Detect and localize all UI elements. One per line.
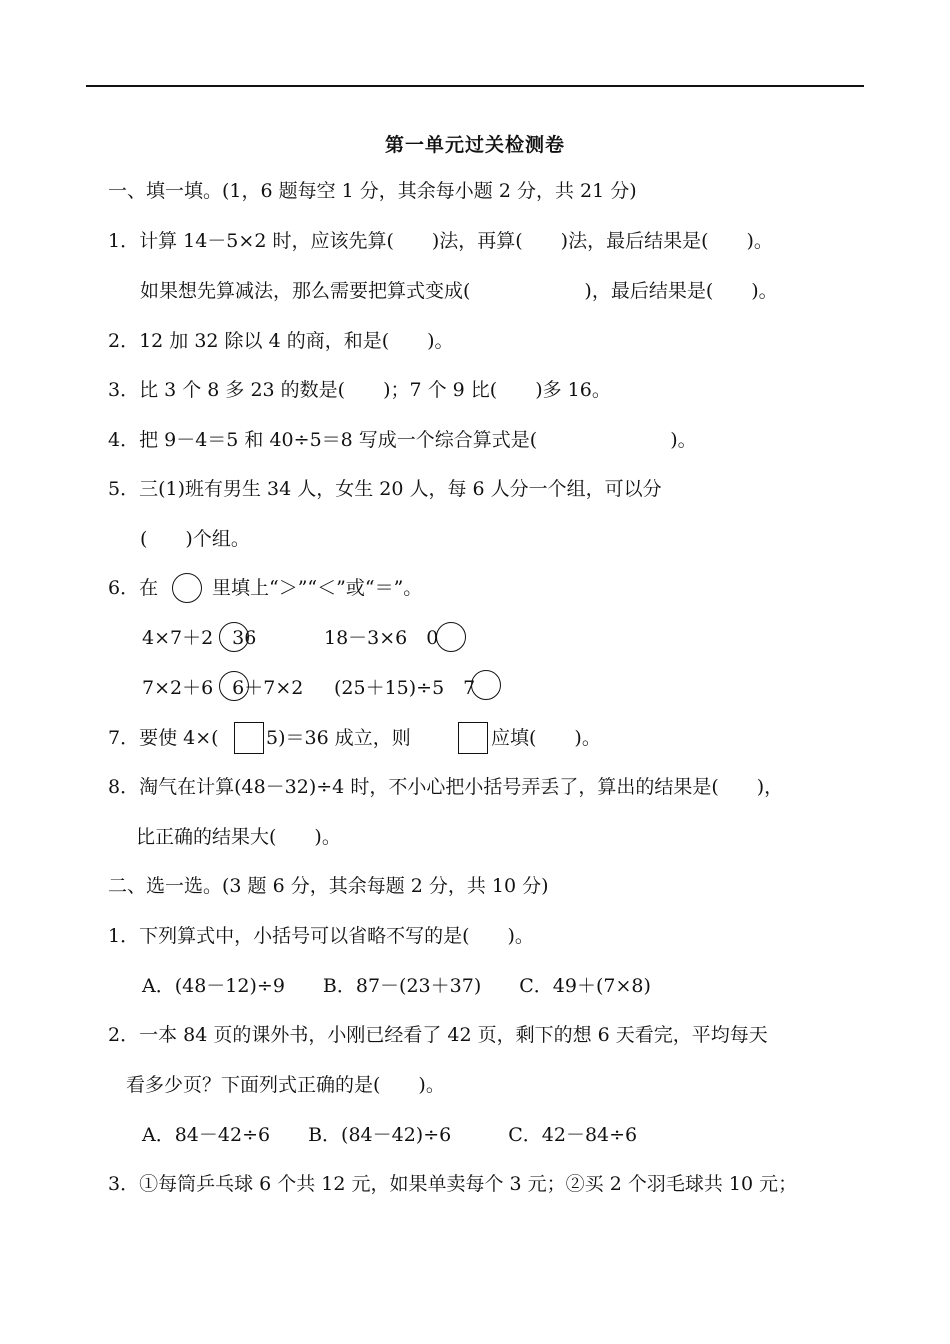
q1-8-line-2: 比正确的结果大( )。 bbox=[136, 826, 341, 848]
q1-8-line-1: 8．淘气在计算(48－32)÷4 时，不小心把小括号弄丢了，算出的结果是( )， bbox=[108, 776, 784, 798]
q1-1-line-1: 1．计算 14－5×2 时，应该先算( )法，再算( )法，最后结果是( )。 bbox=[108, 230, 773, 252]
q1-5-line-2: ( )个组。 bbox=[140, 528, 250, 550]
answer-circle-icon bbox=[172, 573, 202, 603]
q1-3: 3．比 3 个 8 多 23 的数是( )；7 个 9 比( )多 16。 bbox=[108, 379, 611, 401]
q1-6-prefix: 6．在 bbox=[108, 577, 159, 599]
q1-7-part-3: 应填( )。 bbox=[491, 727, 601, 749]
compare-circle-4[interactable] bbox=[471, 670, 501, 700]
q2-1: 1．下列算式中，小括号可以省略不写的是( )。 bbox=[108, 925, 534, 947]
q2-2-line-2: 看多少页？下面列式正确的是( )。 bbox=[126, 1074, 445, 1096]
q1-7-part-2: 5)＝36 成立，则 bbox=[266, 727, 411, 749]
q2-1-options: A．(48－12)÷9 B．87－(23＋37) C．49＋(7×8) bbox=[142, 975, 651, 997]
q1-6-item-2: 18－3×6 0 bbox=[324, 627, 439, 649]
q1-5-line-1: 5．三(1)班有男生 34 人，女生 20 人，每 6 人分一个组，可以分 bbox=[108, 478, 662, 500]
q2-2-line-1: 2．一本 84 页的课外书，小刚已经看了 42 页，剩下的想 6 天看完，平均每天 bbox=[108, 1024, 768, 1046]
q2-3: 3．①每筒乒乓球 6 个共 12 元，如果单卖每个 3 元；②买 2 个羽毛球共 10 元； bbox=[108, 1173, 798, 1195]
q1-6-item-1: 4×7＋2 36 bbox=[142, 627, 257, 649]
blank-box-2[interactable] bbox=[458, 722, 488, 754]
q1-1-line-2: 如果想先算减法，那么需要把算式变成( )，最后结果是( )。 bbox=[140, 280, 778, 302]
compare-circle-1[interactable] bbox=[219, 622, 249, 652]
compare-circle-3[interactable] bbox=[219, 671, 249, 701]
compare-circle-2[interactable] bbox=[436, 622, 466, 652]
q2-2-options: A．84－42÷6 B．(84－42)÷6 C．42－84÷6 bbox=[142, 1124, 638, 1146]
q1-4: 4．把 9－4＝5 和 40÷5＝8 写成一个综合算式是( )。 bbox=[108, 429, 697, 451]
page-title: 第一单元过关检测卷 bbox=[384, 134, 565, 156]
blank-box-1[interactable] bbox=[234, 722, 264, 754]
q1-6-item-4: (25＋15)÷5 7 bbox=[334, 677, 476, 699]
q1-2: 2．12 加 32 除以 4 的商，和是( )。 bbox=[108, 330, 454, 352]
header-rule bbox=[86, 85, 864, 87]
section-1-heading: 一、填一填。(1，6 题每空 1 分，其余每小题 2 分，共 21 分) bbox=[108, 180, 637, 202]
q1-6-instruction: 里填上“＞”“＜”或“＝”。 bbox=[212, 577, 423, 599]
q1-6-item-3: 7×2＋6 6＋7×2 bbox=[142, 677, 304, 699]
q1-7-part-1: 7．要使 4×( bbox=[108, 727, 219, 749]
section-2-heading: 二、选一选。(3 题 6 分，其余每题 2 分，共 10 分) bbox=[108, 875, 549, 897]
